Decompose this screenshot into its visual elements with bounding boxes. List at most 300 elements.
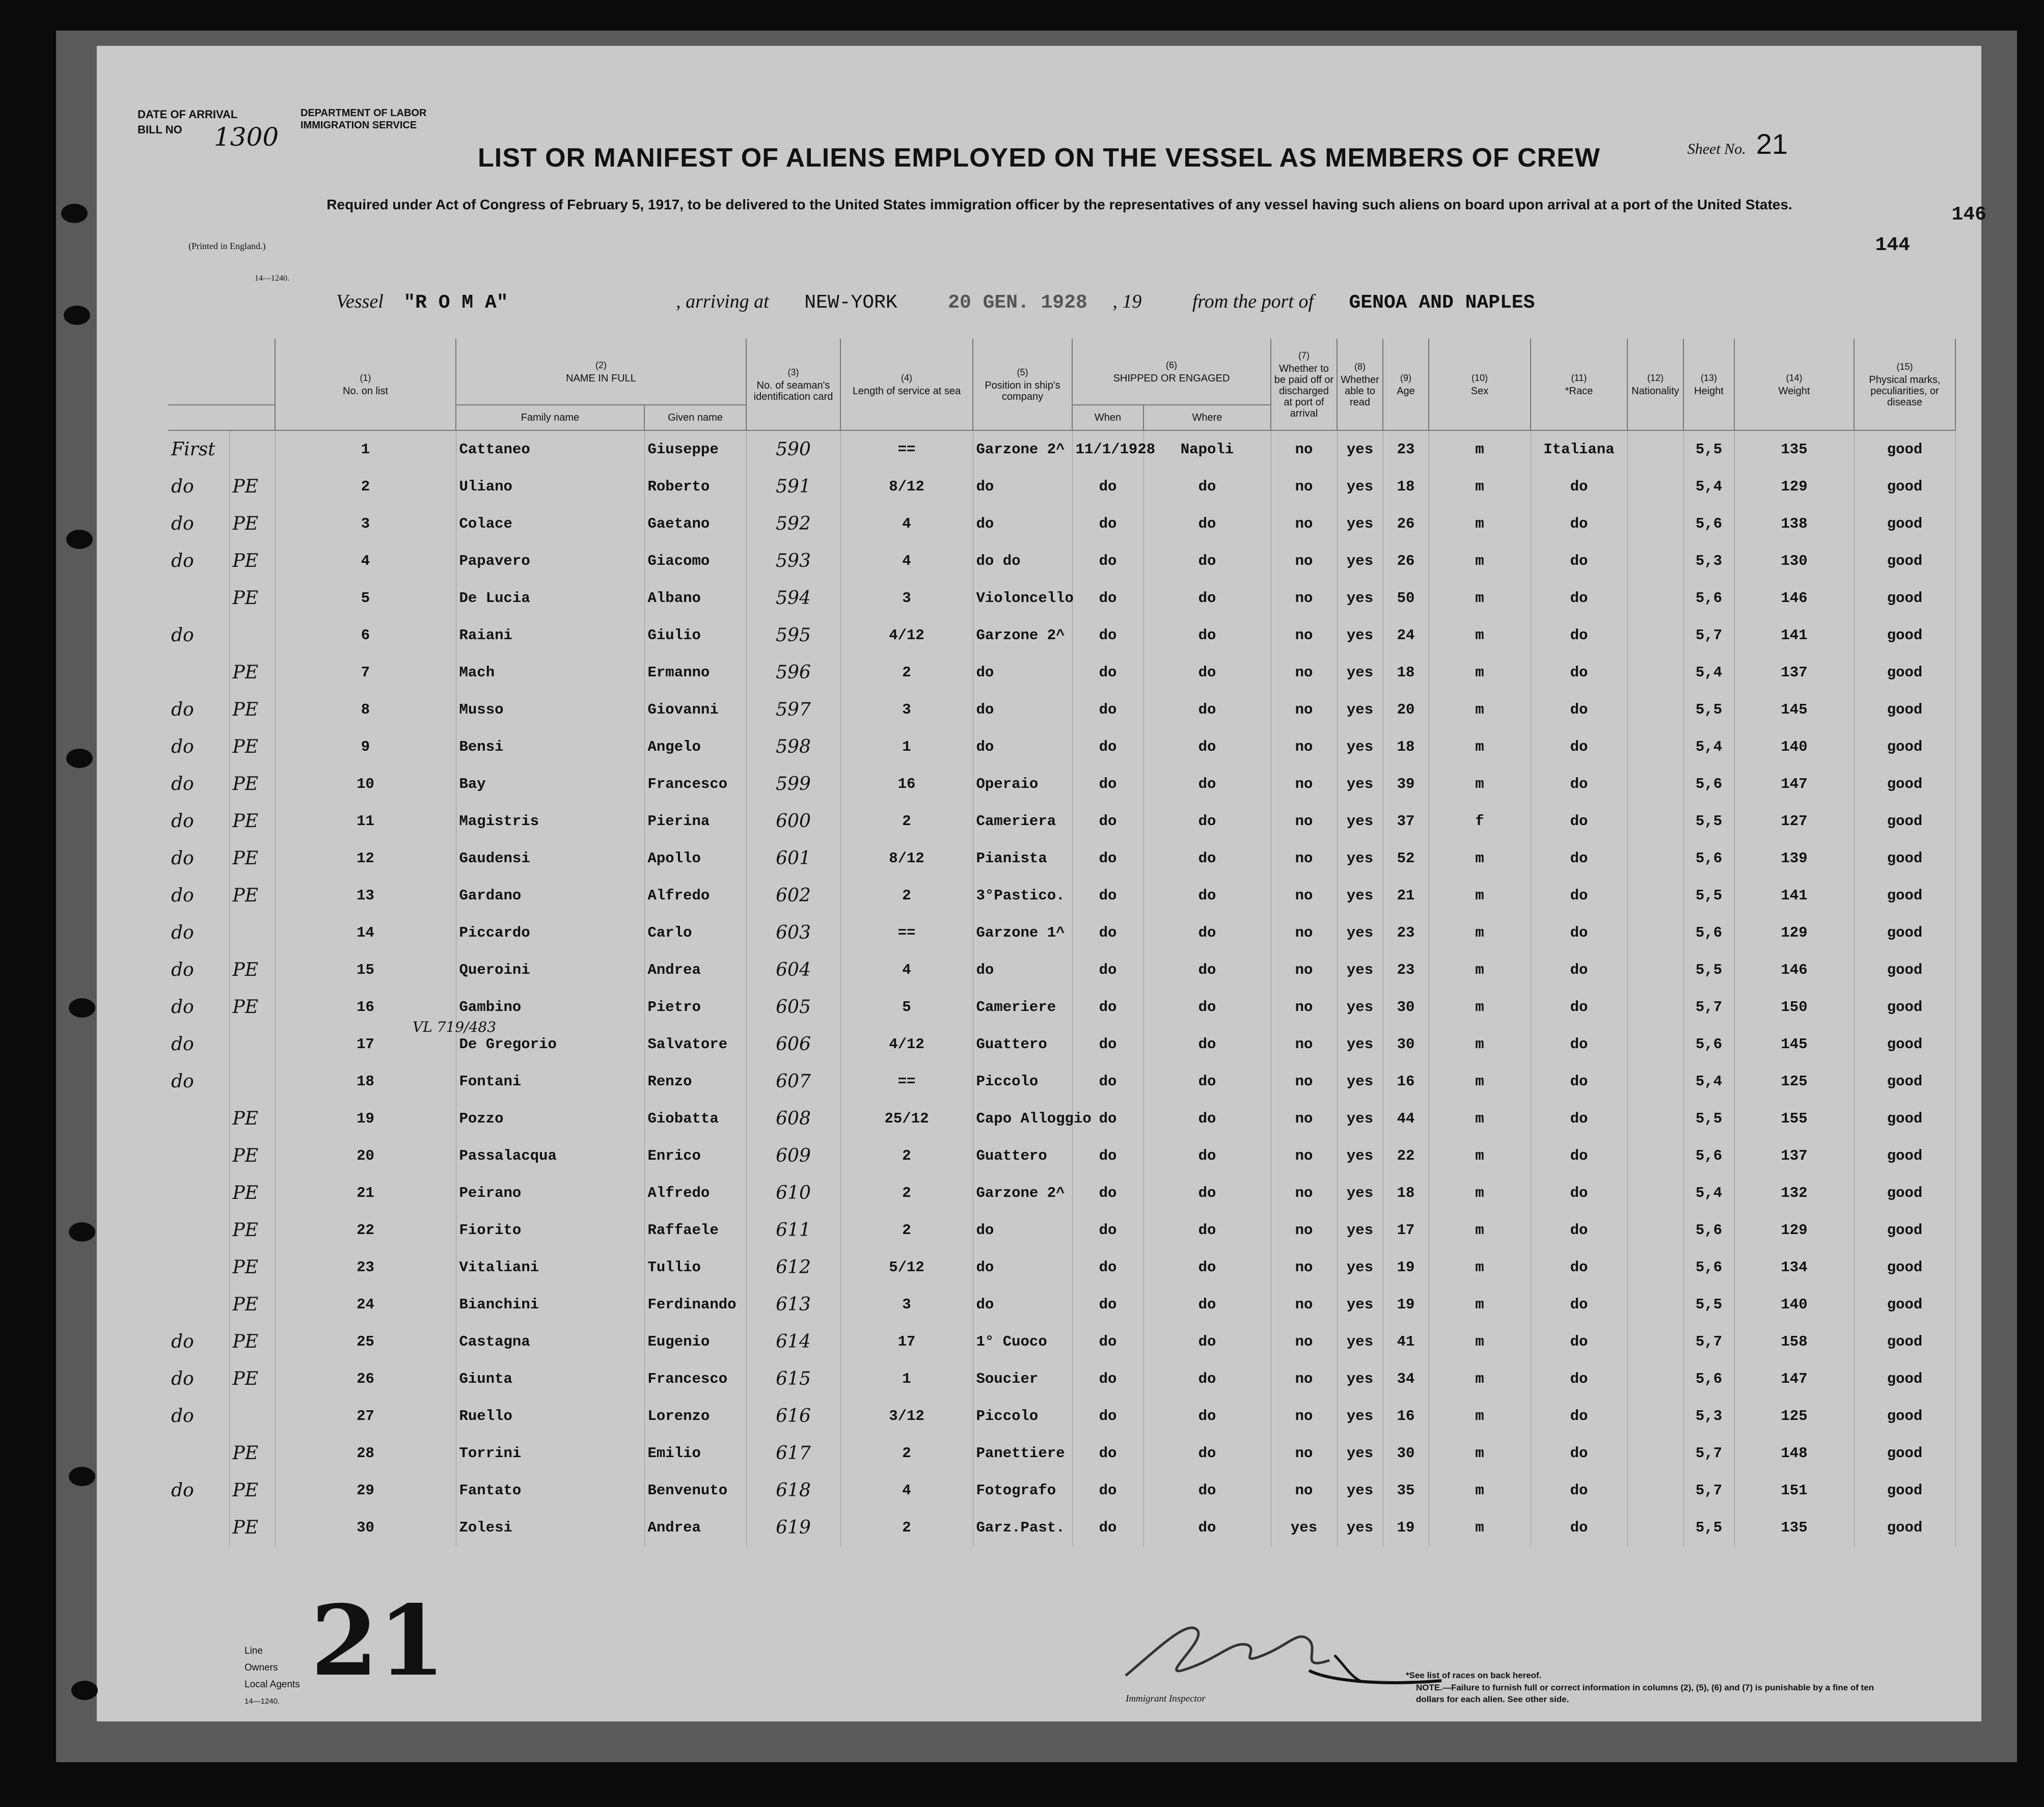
length-of-service: 1: [840, 728, 973, 765]
col-no: (1) No. on list: [275, 339, 456, 430]
physical-marks: good: [1854, 430, 1955, 468]
weight: 129: [1734, 468, 1854, 505]
card-number: 597: [746, 691, 840, 728]
card-number: 596: [746, 654, 840, 691]
paid-off: no: [1271, 1063, 1337, 1100]
pe-mark: PE: [232, 1183, 259, 1203]
row-pe-cell: [229, 951, 275, 989]
physical-marks: good: [1854, 914, 1955, 951]
card-number: 617: [746, 1435, 840, 1472]
able-to-read: yes: [1337, 1026, 1383, 1063]
physical-marks: good: [1854, 1509, 1955, 1546]
weight: 129: [1734, 914, 1854, 951]
vessel-label: Vessel: [336, 291, 384, 312]
race: do: [1531, 1137, 1627, 1174]
height: 5,6: [1683, 840, 1734, 877]
pe-mark: PE: [232, 1368, 259, 1389]
age: 21: [1383, 877, 1429, 914]
row-pe-cell: [229, 1435, 275, 1472]
given-name: Giovanni: [644, 691, 746, 728]
sex: m: [1429, 1323, 1531, 1360]
family-name: Uliano: [456, 468, 644, 505]
row-number: 14: [275, 914, 456, 951]
paid-off: no: [1271, 1286, 1337, 1323]
paid-off: no: [1271, 1212, 1337, 1249]
table-row: [168, 654, 1955, 691]
race: do: [1531, 877, 1627, 914]
sex: m: [1429, 877, 1531, 914]
card-number: 607: [746, 1063, 840, 1100]
nationality: [1627, 1100, 1683, 1137]
row-pe-cell: [229, 1063, 275, 1100]
pe-mark: PE: [232, 476, 259, 497]
length-of-service: ==: [840, 914, 973, 951]
family-name: Gardano: [456, 877, 644, 914]
shipped-where: do: [1143, 1174, 1271, 1212]
position: Garzone 2^: [973, 617, 1072, 654]
pe-mark: PE: [232, 551, 259, 571]
row-pe-cell: [229, 1137, 275, 1174]
physical-marks: good: [1854, 580, 1955, 617]
page-title: LIST OR MANIFEST OF ALIENS EMPLOYED ON THE VESSEL AS MEMBERS OF CREW: [478, 143, 1600, 173]
binder-hole: [64, 306, 90, 325]
nationality: [1627, 1472, 1683, 1509]
pe-mark: PE: [232, 960, 259, 980]
row-pe-cell: [229, 468, 275, 505]
binder-hole: [66, 749, 93, 768]
shipped-when: do: [1072, 1100, 1143, 1137]
nationality: [1627, 542, 1683, 580]
nationality: [1627, 877, 1683, 914]
shipped-where: do: [1143, 1360, 1271, 1398]
row-margin-mark: do: [168, 1063, 229, 1100]
given-name: Apollo: [644, 840, 746, 877]
binder-hole: [61, 204, 88, 223]
able-to-read: yes: [1337, 580, 1383, 617]
weight: 127: [1734, 803, 1854, 840]
length-of-service: 16: [840, 765, 973, 803]
shipped-where: do: [1143, 1323, 1271, 1360]
row-number: 3: [275, 505, 456, 542]
row-pe-cell: [229, 1472, 275, 1509]
age: 19: [1383, 1286, 1429, 1323]
paid-off: no: [1271, 1137, 1337, 1174]
card-number: 602: [746, 877, 840, 914]
physical-marks: good: [1854, 505, 1955, 542]
row-pe-cell: [229, 691, 275, 728]
row-margin-mark: do: [168, 877, 229, 914]
height: 5,5: [1683, 951, 1734, 989]
big-sheet-number: 21: [311, 1584, 446, 1698]
given-name: Pierina: [644, 803, 746, 840]
pe-mark: PE: [232, 1443, 259, 1464]
table-row: [168, 728, 1955, 765]
race: do: [1531, 1249, 1627, 1286]
given-name: Emilio: [644, 1435, 746, 1472]
row-number: 24: [275, 1286, 456, 1323]
table-header-row: [168, 339, 1955, 405]
row-pe-cell: [229, 989, 275, 1026]
year-label: , 19: [1112, 291, 1142, 312]
physical-marks: good: [1854, 1026, 1955, 1063]
from-port-label: from the port of: [1192, 291, 1314, 312]
table-row: [168, 1063, 1955, 1100]
card-number: 605: [746, 989, 840, 1026]
weight: 140: [1734, 1286, 1854, 1323]
shipped-where: do: [1143, 1063, 1271, 1100]
length-of-service: 4: [840, 1472, 973, 1509]
card-number: 610: [746, 1174, 840, 1212]
card-number: 603: [746, 914, 840, 951]
row-number: 22: [275, 1212, 456, 1249]
from-port: GENOA AND NAPLES: [1349, 292, 1535, 314]
physical-marks: good: [1854, 691, 1955, 728]
able-to-read: yes: [1337, 765, 1383, 803]
race: do: [1531, 1435, 1627, 1472]
table-row: [168, 1212, 1955, 1249]
given-name: Carlo: [644, 914, 746, 951]
arrival-date: 20 GEN. 1928: [948, 292, 1087, 314]
length-of-service: 2: [840, 1137, 973, 1174]
paid-off: no: [1271, 580, 1337, 617]
row-pe-cell: [229, 1100, 275, 1137]
shipped-when: do: [1072, 1063, 1143, 1100]
nationality: [1627, 1323, 1683, 1360]
length-of-service: 2: [840, 1435, 973, 1472]
paid-off: no: [1271, 1435, 1337, 1472]
given-name: Salvatore: [644, 1026, 746, 1063]
family-name: Musso: [456, 691, 644, 728]
weight: 145: [1734, 1026, 1854, 1063]
physical-marks: good: [1854, 803, 1955, 840]
shipped-when: do: [1072, 580, 1143, 617]
weight: 135: [1734, 1509, 1854, 1546]
row-margin-mark: do: [168, 505, 229, 542]
pe-mark: PE: [232, 1517, 259, 1538]
position: Fotografo: [973, 1472, 1072, 1509]
weight: 147: [1734, 765, 1854, 803]
weight: 125: [1734, 1063, 1854, 1100]
length-of-service: 2: [840, 1212, 973, 1249]
stamp-bill-label: BILL NO: [138, 123, 182, 136]
able-to-read: yes: [1337, 1063, 1383, 1100]
card-number: 592: [746, 505, 840, 542]
nationality: [1627, 1249, 1683, 1286]
given-name: Tullio: [644, 1249, 746, 1286]
race: do: [1531, 765, 1627, 803]
race: do: [1531, 728, 1627, 765]
row-margin-mark: [168, 1174, 229, 1212]
paid-off: no: [1271, 803, 1337, 840]
given-name: Giacomo: [644, 542, 746, 580]
family-name: Piccardo: [456, 914, 644, 951]
physical-marks: good: [1854, 765, 1955, 803]
col-physical-marks: (15) Physical marks, peculiarities, or disease: [1854, 339, 1955, 430]
shipped-when: 11/1/1928: [1072, 430, 1143, 468]
table-row: [168, 691, 1955, 728]
row17-annotation: VL 719/483: [413, 1019, 497, 1035]
paid-off: no: [1271, 877, 1337, 914]
race: do: [1531, 580, 1627, 617]
given-name: Eugenio: [644, 1323, 746, 1360]
row-pe-cell: [229, 1286, 275, 1323]
table-row: [168, 1360, 1955, 1398]
shipped-where: do: [1143, 1398, 1271, 1435]
pe-mark: PE: [232, 1108, 259, 1129]
nationality: [1627, 1398, 1683, 1435]
length-of-service: 3: [840, 1286, 973, 1323]
age: 20: [1383, 691, 1429, 728]
able-to-read: yes: [1337, 1174, 1383, 1212]
page-number-top: 146: [1951, 204, 1986, 226]
row-number: 12: [275, 840, 456, 877]
row-pe-cell: [229, 654, 275, 691]
form-code-top: 14—1240.: [255, 274, 289, 283]
age: 18: [1383, 1174, 1429, 1212]
given-name: Albano: [644, 580, 746, 617]
race: do: [1531, 1174, 1627, 1212]
paid-off: no: [1271, 1472, 1337, 1509]
sex: m: [1429, 1509, 1531, 1546]
position: 3°Pastico.: [973, 877, 1072, 914]
row-number: 6: [275, 617, 456, 654]
physical-marks: good: [1854, 728, 1955, 765]
given-name: Giulio: [644, 617, 746, 654]
table-row: [168, 617, 1955, 654]
table-row: [168, 468, 1955, 505]
pe-mark: PE: [232, 885, 259, 906]
shipped-where: do: [1143, 691, 1271, 728]
shipped-where: do: [1143, 1137, 1271, 1174]
sex: f: [1429, 803, 1531, 840]
col-service: (4) Length of service at sea: [840, 339, 973, 430]
age: 23: [1383, 951, 1429, 989]
card-number: 614: [746, 1323, 840, 1360]
sex: m: [1429, 430, 1531, 468]
paid-off: no: [1271, 951, 1337, 989]
col-sex: (10) Sex: [1429, 339, 1531, 430]
race: Italiana: [1531, 430, 1627, 468]
shipped-where: do: [1143, 765, 1271, 803]
col-height: (13) Height: [1683, 339, 1734, 430]
given-name: Roberto: [644, 468, 746, 505]
col-name: (2) NAME IN FULL: [456, 339, 746, 405]
sex: m: [1429, 1174, 1531, 1212]
shipped-when: do: [1072, 691, 1143, 728]
row-margin-mark: do: [168, 617, 229, 654]
bill-number: 1300: [214, 122, 279, 152]
shipped-when: do: [1072, 1249, 1143, 1286]
row-pe-cell: [229, 1360, 275, 1398]
age: 41: [1383, 1323, 1429, 1360]
card-number: 611: [746, 1212, 840, 1249]
row-pe-cell: [229, 1398, 275, 1435]
length-of-service: 2: [840, 654, 973, 691]
pe-mark: PE: [232, 997, 259, 1018]
table-row: [168, 914, 1955, 951]
shipped-where: do: [1143, 1472, 1271, 1509]
shipped-where: do: [1143, 1435, 1271, 1472]
age: 44: [1383, 1100, 1429, 1137]
card-number: 590: [746, 430, 840, 468]
shipped-when: do: [1072, 989, 1143, 1026]
shipped-where: do: [1143, 580, 1271, 617]
sex: m: [1429, 1435, 1531, 1472]
age: 22: [1383, 1137, 1429, 1174]
race: do: [1531, 468, 1627, 505]
row-pe-cell: [229, 1026, 275, 1063]
col-where: Where: [1143, 405, 1271, 430]
manifest-page: [97, 46, 1986, 1721]
position: Pianista: [973, 840, 1072, 877]
shipped-where: do: [1143, 617, 1271, 654]
height: 5,5: [1683, 1509, 1734, 1546]
shipped-when: do: [1072, 1137, 1143, 1174]
row-pe-cell: [229, 505, 275, 542]
row-margin-mark: do: [168, 951, 229, 989]
weight: 140: [1734, 728, 1854, 765]
family-name: Vitaliani: [456, 1249, 644, 1286]
row-number: 19: [275, 1100, 456, 1137]
height: 5,7: [1683, 989, 1734, 1026]
table-row: [168, 542, 1955, 580]
able-to-read: yes: [1337, 617, 1383, 654]
row-number: 11: [275, 803, 456, 840]
given-name: Angelo: [644, 728, 746, 765]
nationality: [1627, 1026, 1683, 1063]
card-number: 598: [746, 728, 840, 765]
row-pe-cell: [229, 430, 275, 468]
row-number: 5: [275, 580, 456, 617]
row-number: 26: [275, 1360, 456, 1398]
card-number: 599: [746, 765, 840, 803]
able-to-read: yes: [1337, 803, 1383, 840]
nationality: [1627, 505, 1683, 542]
height: 5,6: [1683, 1249, 1734, 1286]
table-row: [168, 1472, 1955, 1509]
family-name: Pozzo: [456, 1100, 644, 1137]
table-row: [168, 840, 1955, 877]
able-to-read: yes: [1337, 1100, 1383, 1137]
row-margin-mark: [168, 1435, 229, 1472]
length-of-service: 4: [840, 951, 973, 989]
length-of-service: 4/12: [840, 1026, 973, 1063]
given-name: Renzo: [644, 1063, 746, 1100]
family-name: Magistris: [456, 803, 644, 840]
physical-marks: good: [1854, 1249, 1955, 1286]
length-of-service: 4/12: [840, 617, 973, 654]
row-number: 13: [275, 877, 456, 914]
row-margin-mark: do: [168, 1026, 229, 1063]
position: Violoncello: [973, 580, 1072, 617]
position: do: [973, 468, 1072, 505]
table-row: [168, 1435, 1955, 1472]
race: do: [1531, 1398, 1627, 1435]
pe-mark: PE: [232, 1257, 259, 1278]
age: 19: [1383, 1249, 1429, 1286]
printed-in-note: (Printed in England.): [188, 241, 266, 251]
pe-mark: PE: [232, 588, 259, 609]
paid-off: yes: [1271, 1509, 1337, 1546]
nationality: [1627, 1286, 1683, 1323]
table-row: [168, 1249, 1955, 1286]
race: do: [1531, 989, 1627, 1026]
row-pe-cell: [229, 840, 275, 877]
nationality: [1627, 728, 1683, 765]
card-number: 601: [746, 840, 840, 877]
row-number: 27: [275, 1398, 456, 1435]
family-name: Gaudensi: [456, 840, 644, 877]
family-name: Castagna: [456, 1323, 644, 1360]
paid-off: no: [1271, 617, 1337, 654]
footer-agents-label: Local Agents: [244, 1679, 300, 1690]
page-number-stamp: 144: [1875, 234, 1910, 256]
nationality: [1627, 1174, 1683, 1212]
shipped-where: do: [1143, 505, 1271, 542]
age: 26: [1383, 542, 1429, 580]
row-pe-cell: [229, 1174, 275, 1212]
shipped-where: do: [1143, 951, 1271, 989]
length-of-service: 8/12: [840, 840, 973, 877]
row-number: 16: [275, 989, 456, 1026]
shipped-when: do: [1072, 877, 1143, 914]
weight: 141: [1734, 877, 1854, 914]
nationality: [1627, 951, 1683, 989]
paid-off: no: [1271, 1100, 1337, 1137]
paid-off: no: [1271, 691, 1337, 728]
weight: 158: [1734, 1323, 1854, 1360]
row-margin-mark: do: [168, 840, 229, 877]
paid-off: no: [1271, 468, 1337, 505]
row-number: 29: [275, 1472, 456, 1509]
row-margin-mark: [168, 1509, 229, 1546]
age: 39: [1383, 765, 1429, 803]
length-of-service: ==: [840, 430, 973, 468]
row-number: 10: [275, 765, 456, 803]
col-weight: (14) Weight: [1734, 339, 1854, 430]
crew-rows: [168, 430, 1955, 1546]
margin-header: [168, 339, 275, 405]
weight: 139: [1734, 840, 1854, 877]
height: 5,4: [1683, 728, 1734, 765]
vessel-name: "R O M A": [403, 292, 508, 314]
family-name: Ruello: [456, 1398, 644, 1435]
position: do do: [973, 542, 1072, 580]
age: 18: [1383, 728, 1429, 765]
row-pe-cell: [229, 877, 275, 914]
shipped-where: do: [1143, 1249, 1271, 1286]
col-nationality: (12) Nationality: [1627, 339, 1683, 430]
age: 23: [1383, 430, 1429, 468]
page-subtitle: Required under Act of Congress of February 5, 1917, to be delivered to the United States immigration officer by the representatives of any vessel having such aliens on board upon arrival at a port of the United States.: [326, 197, 1792, 212]
given-name: Francesco: [644, 765, 746, 803]
sheet-number: [1687, 127, 1788, 160]
age: 17: [1383, 1212, 1429, 1249]
length-of-service: 2: [840, 1509, 973, 1546]
sex: m: [1429, 542, 1531, 580]
row-margin-mark: do: [168, 1360, 229, 1398]
binder-hole: [71, 1681, 98, 1700]
sex: m: [1429, 1100, 1531, 1137]
row-number: 30: [275, 1509, 456, 1546]
race: do: [1531, 840, 1627, 877]
nationality: [1627, 617, 1683, 654]
age: 30: [1383, 1435, 1429, 1472]
race: do: [1531, 951, 1627, 989]
shipped-where: do: [1143, 1212, 1271, 1249]
shipped-when: do: [1072, 505, 1143, 542]
table-row: [168, 430, 1955, 468]
